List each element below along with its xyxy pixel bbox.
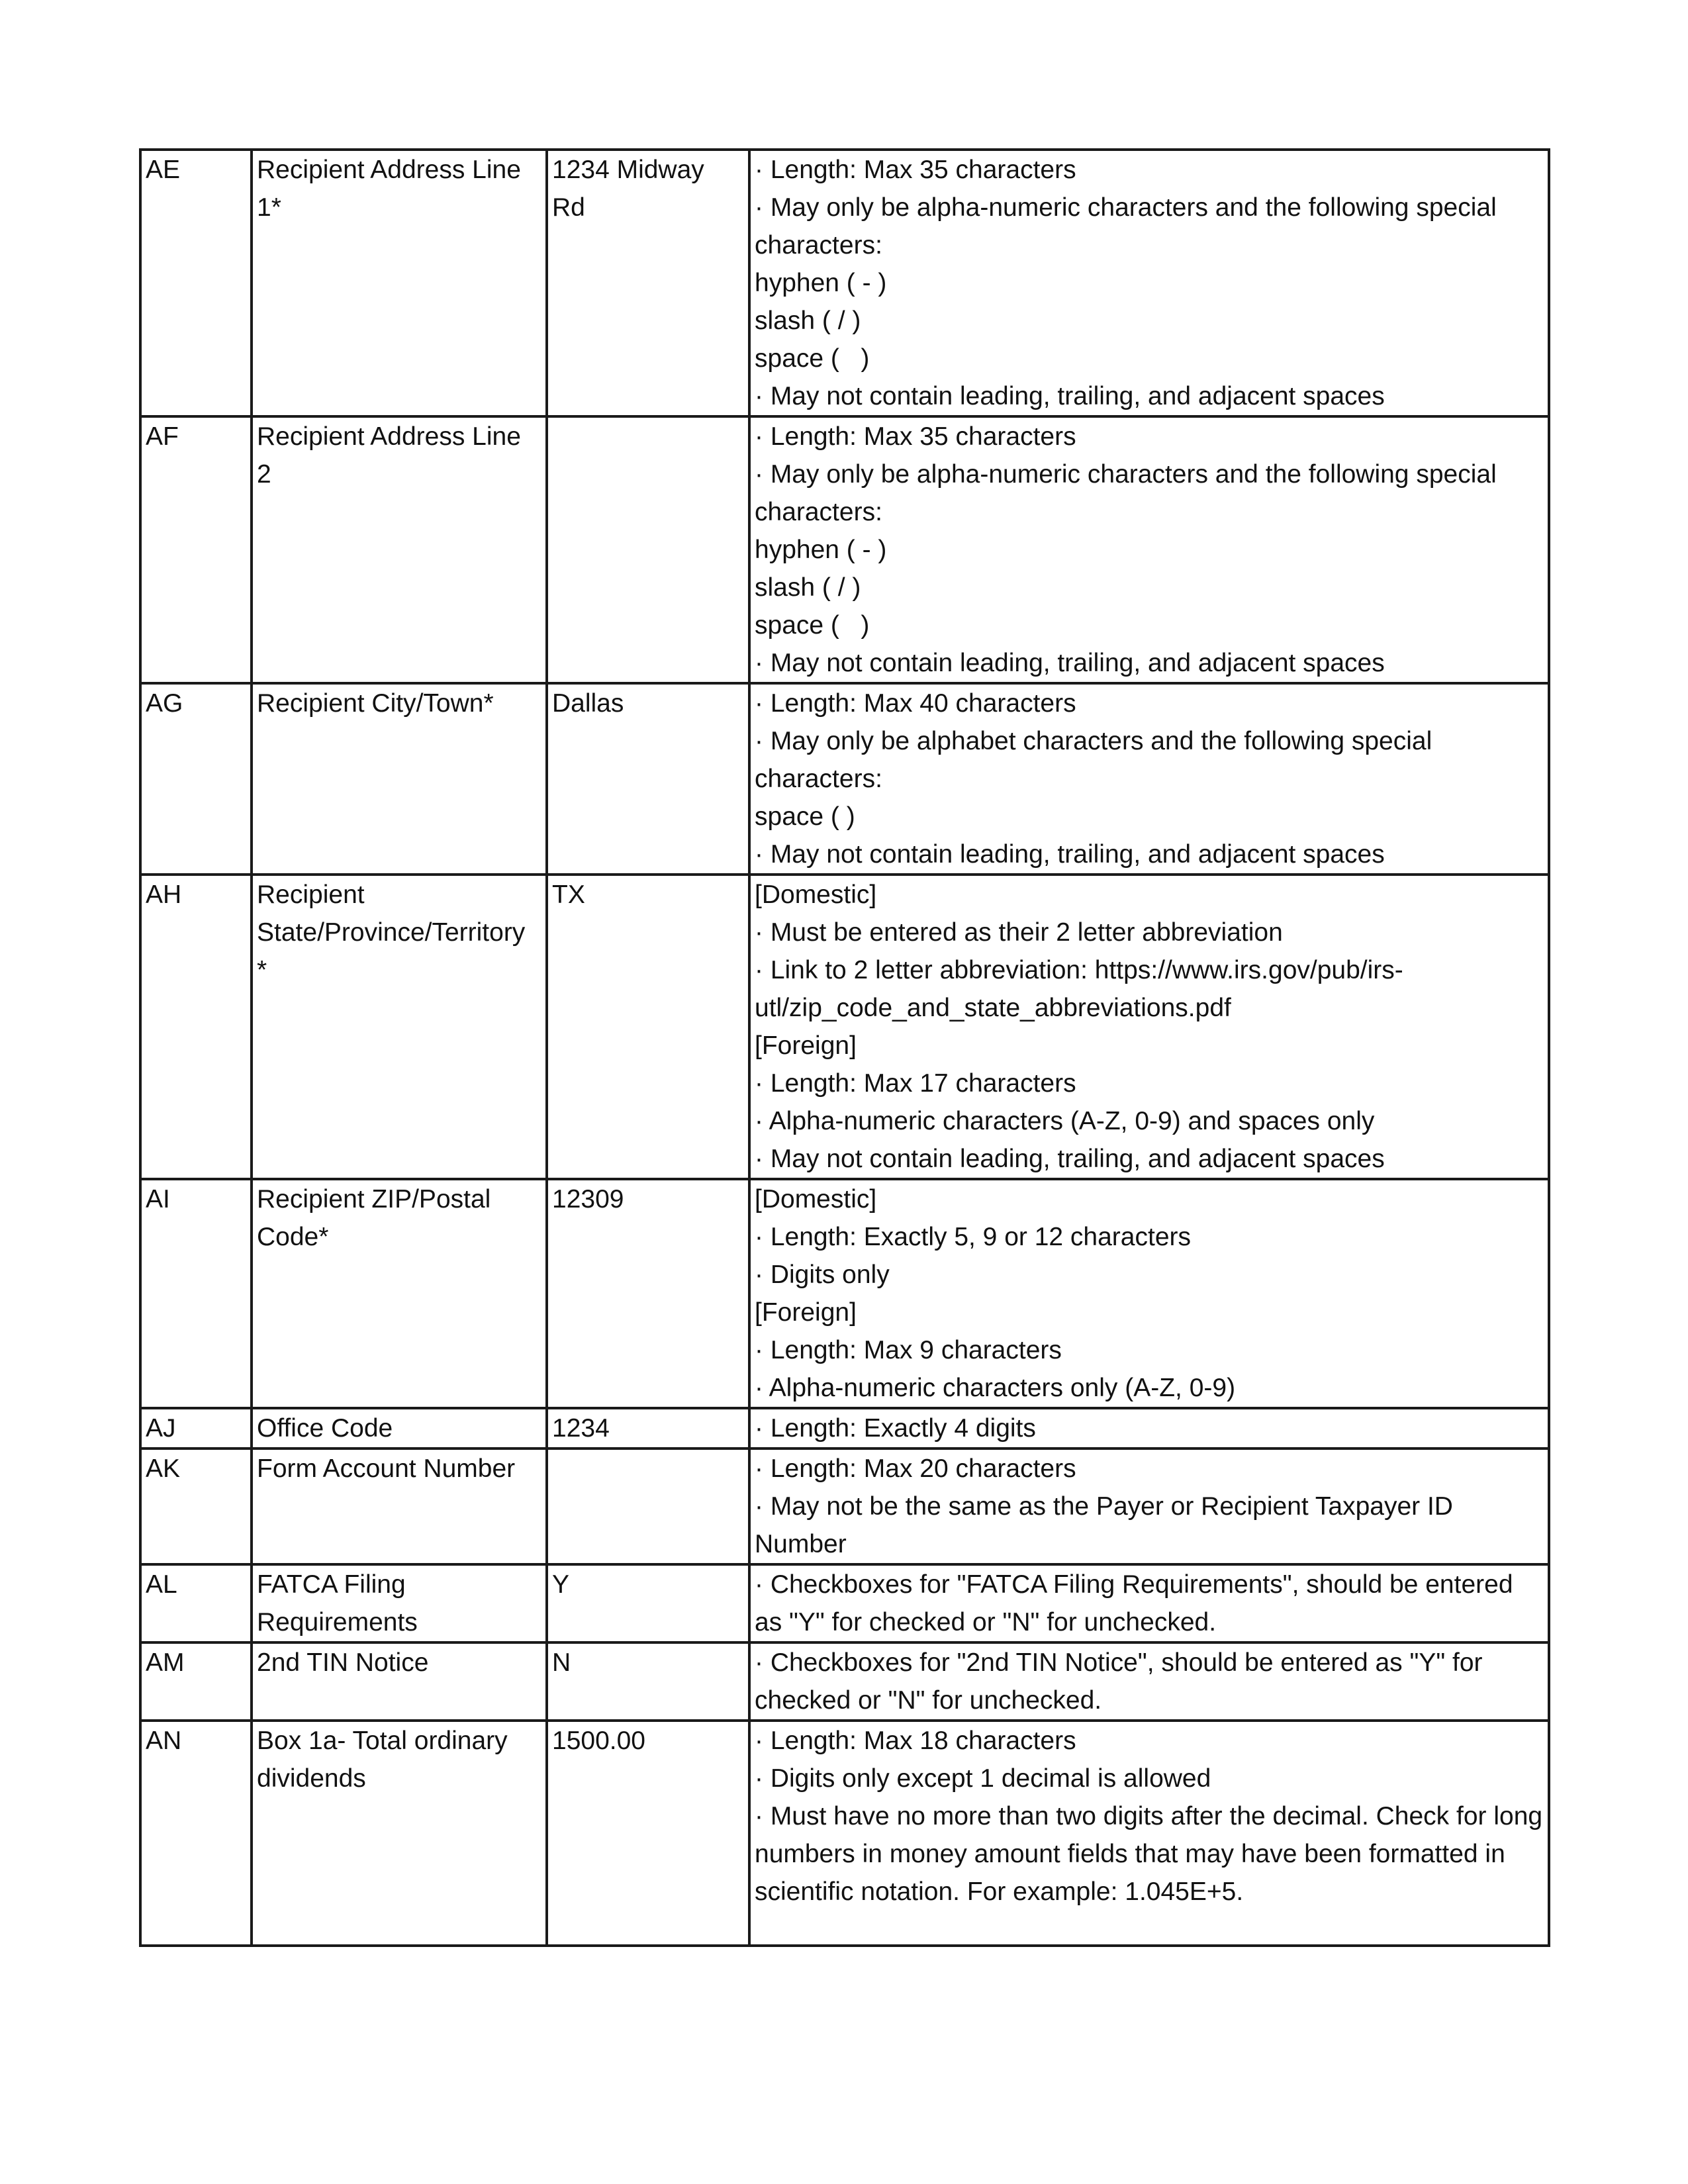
validation-rules-cell (749, 1448, 1549, 1564)
rule-line: · Length: Max 35 characters (755, 156, 1076, 184)
field-name-cell: Recipient City/Town* (252, 683, 547, 875)
rule-line: · May only be alpha-numeric characters and the following special characters: (755, 193, 1504, 260)
rule-line: [Domestic] (755, 1185, 877, 1213)
column-code-cell: AF (140, 416, 252, 683)
validation-rules-cell (749, 1564, 1549, 1642)
rule-line: slash ( / ) (755, 573, 861, 602)
rule-line: · Length: Exactly 4 digits (755, 1414, 1036, 1443)
table-row (140, 150, 1549, 416)
rule-line: · May only be alpha-numeric characters and the following special characters: (755, 460, 1504, 526)
example-value-cell: N (547, 1642, 749, 1721)
column-code-cell: AH (140, 875, 252, 1179)
table-row (140, 416, 1549, 683)
rule-line: · May not contain leading, trailing, and adjacent spaces (755, 649, 1385, 677)
field-name-cell: Form Account Number (252, 1448, 547, 1564)
validation-rules-cell (749, 1408, 1549, 1448)
rule-line: · Digits only except 1 decimal is allowed (755, 1764, 1211, 1793)
rule-line: · Length: Max 20 characters (755, 1454, 1076, 1483)
rule-line: · Must be entered as their 2 letter abbreviation (755, 918, 1283, 947)
field-spec-table (139, 148, 1550, 1947)
rule-line: · Length: Max 40 characters (755, 689, 1076, 718)
rule-line: hyphen ( - ) (755, 536, 887, 564)
table-row (140, 1448, 1549, 1564)
spec-sheet (139, 148, 1548, 1947)
rule-line: · Length: Max 35 characters (755, 422, 1076, 451)
table-row (140, 1179, 1549, 1408)
column-code-cell: AL (140, 1564, 252, 1642)
table-row (140, 683, 1549, 875)
table-row (140, 1721, 1549, 1946)
rule-line: · Checkboxes for "FATCA Filing Requirements", should be entered as "Y" for checked or "N" for unchecked. (755, 1570, 1521, 1637)
rule-line: [Foreign] (755, 1031, 857, 1060)
example-value-cell (547, 416, 749, 683)
column-code-cell: AI (140, 1179, 252, 1408)
field-name-cell: Recipient State/Province/Territory * (252, 875, 547, 1179)
example-value-cell (547, 1448, 749, 1564)
rule-line: · Checkboxes for "2nd TIN Notice", should be entered as "Y" for checked or "N" for unchecked. (755, 1648, 1490, 1715)
rule-line: · Link to 2 letter abbreviation: https://www.irs.gov/pub/irs-utl/zip_code_and_state_abbreviations.pdf (755, 956, 1403, 1022)
rule-line: · Alpha-numeric characters (A-Z, 0-9) and spaces only (755, 1107, 1375, 1135)
rule-line: space ( ) (755, 344, 870, 373)
rule-line: · May only be alphabet characters and the following special characters: (755, 727, 1440, 793)
table-row (140, 1408, 1549, 1448)
rule-line: · May not be the same as the Payer or Recipient Taxpayer ID Number (755, 1492, 1460, 1558)
rule-line: · Length: Max 17 characters (755, 1069, 1076, 1098)
table-row (140, 875, 1549, 1179)
column-code-cell: AK (140, 1448, 252, 1564)
rule-line: [Domestic] (755, 880, 877, 909)
field-name-cell: Recipient ZIP/Postal Code* (252, 1179, 547, 1408)
validation-rules-cell (749, 1179, 1549, 1408)
rule-line: hyphen ( - ) (755, 269, 887, 297)
validation-rules-cell (749, 150, 1549, 416)
field-name-cell: Recipient Address Line 1* (252, 150, 547, 416)
validation-rules-cell (749, 416, 1549, 683)
example-value-cell: Y (547, 1564, 749, 1642)
rule-line: space ( ) (755, 611, 870, 640)
rule-line: slash ( / ) (755, 307, 861, 335)
column-code-cell: AJ (140, 1408, 252, 1448)
rule-line: space ( ) (755, 802, 855, 831)
rule-line: · Digits only (755, 1260, 890, 1289)
column-code-cell: AM (140, 1642, 252, 1721)
column-code-cell: AE (140, 150, 252, 416)
rule-line: [Foreign] (755, 1298, 857, 1327)
example-value-cell: 1234 Midway Rd (547, 150, 749, 416)
table-row (140, 1642, 1549, 1721)
rule-line: · May not contain leading, trailing, and adjacent spaces (755, 840, 1385, 869)
validation-rules-cell (749, 1642, 1549, 1721)
rule-line: · May not contain leading, trailing, and adjacent spaces (755, 382, 1385, 410)
rule-line: · Length: Max 9 characters (755, 1336, 1062, 1364)
example-value-cell: TX (547, 875, 749, 1179)
field-name-cell: Box 1a- Total ordinary dividends (252, 1721, 547, 1946)
validation-rules-cell (749, 875, 1549, 1179)
field-spec-table-body (140, 150, 1549, 1946)
table-row (140, 1564, 1549, 1642)
field-name-cell: 2nd TIN Notice (252, 1642, 547, 1721)
example-value-cell: Dallas (547, 683, 749, 875)
rule-line: · Alpha-numeric characters only (A-Z, 0-9) (755, 1374, 1236, 1402)
example-value-cell: 1500.00 (547, 1721, 749, 1946)
example-value-cell: 12309 (547, 1179, 749, 1408)
validation-rules-cell (749, 1721, 1549, 1946)
field-name-cell: Recipient Address Line 2 (252, 416, 547, 683)
rule-line: · Length: Exactly 5, 9 or 12 characters (755, 1223, 1192, 1251)
column-code-cell: AN (140, 1721, 252, 1946)
field-name-cell: FATCA Filing Requirements (252, 1564, 547, 1642)
rule-line: · Must have no more than two digits after the decimal. Check for long numbers in money amount fields that may have been formatted in scientific notation. For example: 1.045E+5. (755, 1802, 1550, 1906)
validation-rules-cell (749, 683, 1549, 875)
column-code-cell: AG (140, 683, 252, 875)
example-value-cell: 1234 (547, 1408, 749, 1448)
field-name-cell: Office Code (252, 1408, 547, 1448)
rule-line: · Length: Max 18 characters (755, 1727, 1076, 1755)
rule-line: · May not contain leading, trailing, and adjacent spaces (755, 1145, 1385, 1173)
